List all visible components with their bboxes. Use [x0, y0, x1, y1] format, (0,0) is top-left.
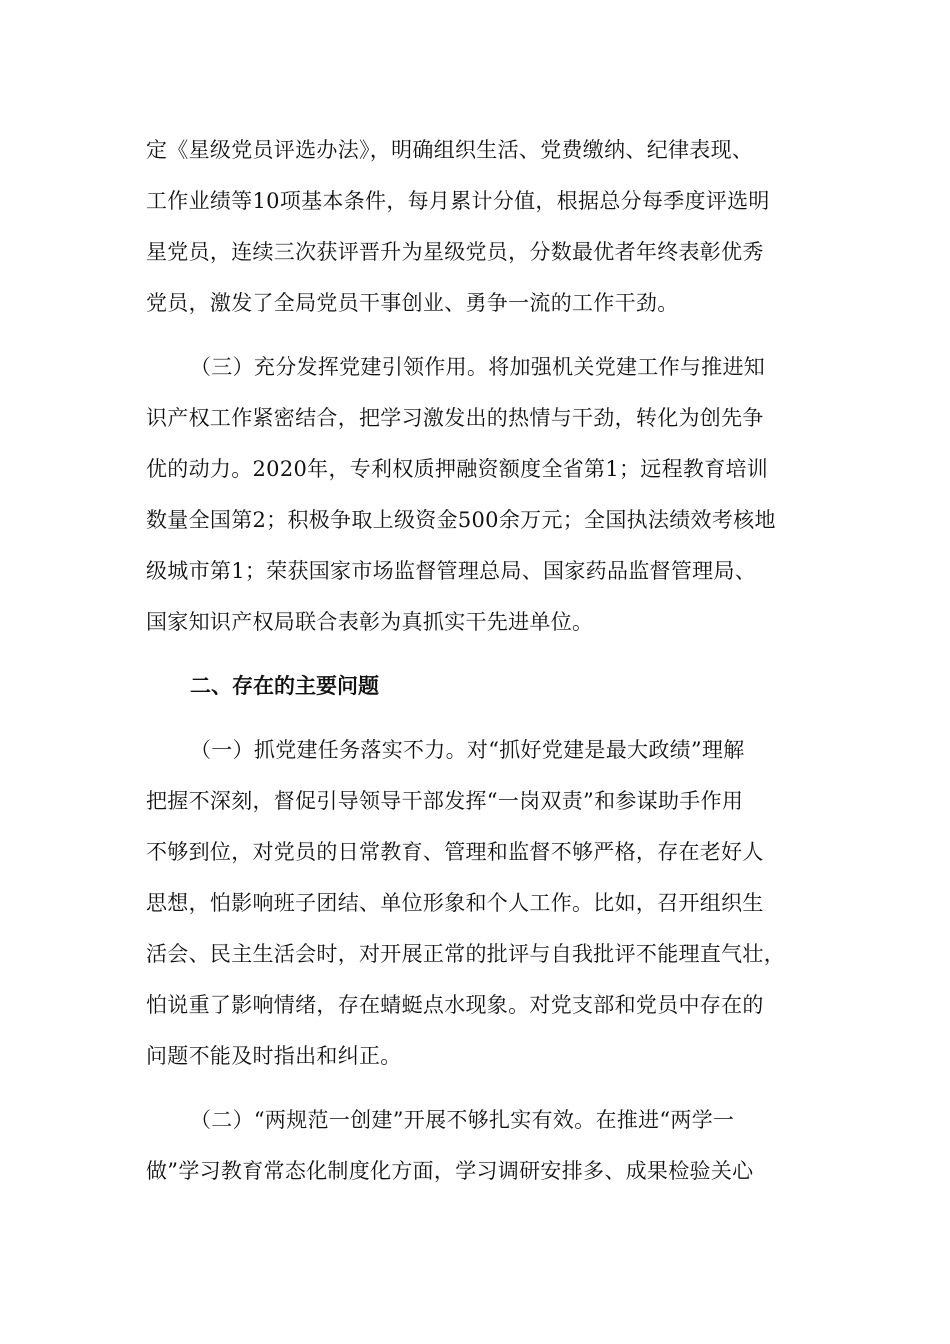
paragraph-first-line: （一）抓党建任务落实不力。对“抓好党建是最大政绩”理解 [190, 738, 745, 762]
text-line: 国家知识产权局联合表彰为真抓实干先进单位。 [146, 610, 594, 634]
text-line: 识产权工作紧密结合，把学习激发出的热情与干劲，转化为创先争 [146, 406, 764, 430]
text-line: 思想，怕影响班子团结、单位形象和个人工作。比如，召开组织生 [146, 891, 764, 915]
text-line: 级城市第1；荣获国家市场监督管理总局、国家药品监督管理局、 [146, 559, 757, 583]
text-line: 定《星级党员评选办法》，明确组织生活、党费缴纳、纪律表现、 [146, 138, 754, 162]
paragraph-first-line: （三）充分发挥党建引领作用。将加强机关党建工作与推进知 [190, 355, 766, 379]
text-line: 优的动力。2020年，专利权质押融资额度全省第1；远程教育培训 [146, 457, 769, 481]
text-line: 把握不深刻，督促引导领导干部发挥“一岗双责”和参谋助手作用 [146, 789, 744, 813]
section-heading: 二、存在的主要问题 [190, 674, 379, 698]
text-line: 工作业绩等10项基本条件，每月累计分值，根据总分每季度评选明 [146, 189, 770, 213]
text-line: 怕说重了影响情绪，存在蜻蜓点水现象。对党支部和党员中存在的 [146, 993, 764, 1017]
text-line: 党员，激发了全局党员干事创业、勇争一流的工作干劲。 [146, 291, 679, 315]
text-line: 不够到位，对党员的日常教育、管理和监督不够严格，存在老好人 [146, 840, 764, 864]
paragraph-first-line: （二）“两规范一创建”开展不够扎实有效。在推进“两学一 [190, 1108, 735, 1132]
text-line: 数量全国第2；积极争取上级资金500余万元；全国执法绩效考核地 [146, 508, 776, 532]
text-line: 活会、民主生活会时，对开展正常的批评与自我批评不能理直气壮， [146, 942, 785, 966]
text-line: 做”学习教育常态化制度化方面，学习调研安排多、成果检验关心 [146, 1159, 754, 1183]
text-line: 星党员，连续三次获评晋升为星级党员，分数最优者年终表彰优秀 [146, 240, 764, 264]
text-line: 问题不能及时指出和纠正。 [146, 1044, 402, 1068]
